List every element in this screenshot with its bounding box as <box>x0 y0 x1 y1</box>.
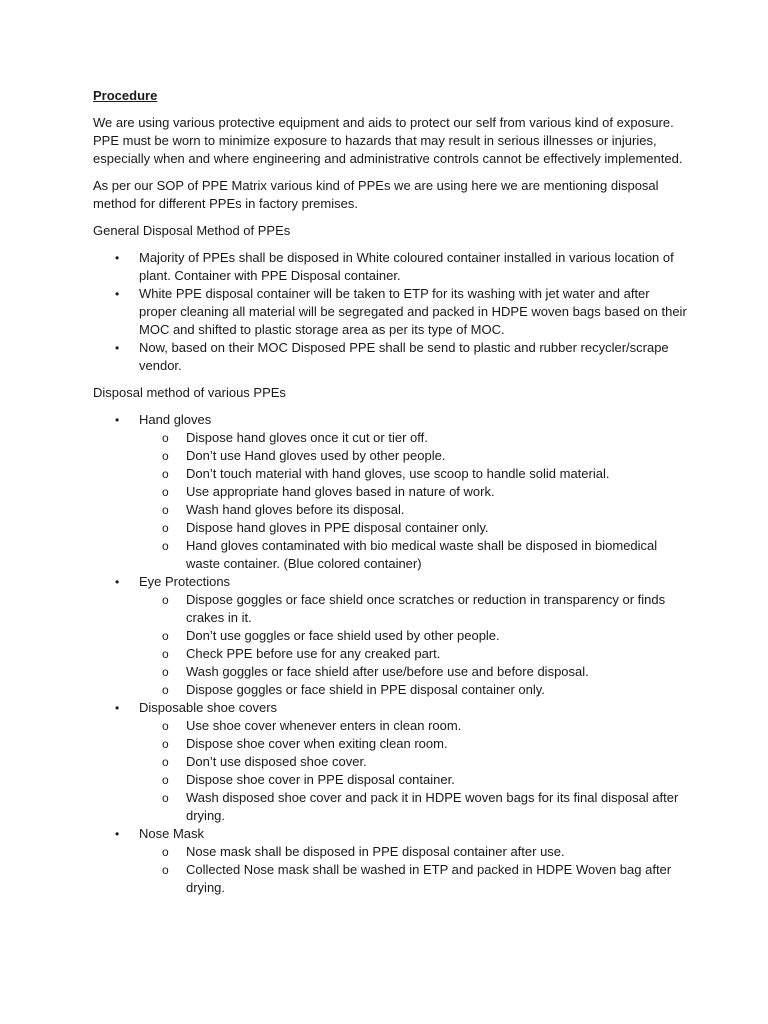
list-item <box>139 753 688 771</box>
list-item-text: Don’t use goggles or face shield used by other people. <box>186 628 500 643</box>
list-item <box>139 429 688 447</box>
list-item-text: Don’t use Hand gloves used by other people. <box>186 448 446 463</box>
sub-bullet-icon: o <box>162 755 169 769</box>
list-item-text: Hand gloves contaminated with bio medical waste shall be disposed in biomedical waste container. (Blue colored container) <box>186 538 658 571</box>
list-item-text: Dispose shoe cover in PPE disposal container. <box>186 772 455 787</box>
intro-paragraph: We are using various protective equipment and aids to protect our self from various kind of exposure. PPE must be worn to minimize exposure to hazards that may result in serious illnesses or injuries, especially when and where engineering and administrative controls cannot be effectively implemented. <box>93 115 683 166</box>
ppe-group-eye-protections <box>93 573 688 699</box>
list-item-text: Dispose hand gloves in PPE disposal container only. <box>186 520 489 535</box>
document-title: Procedure <box>93 88 158 103</box>
list-item-text: Now, based on their MOC Disposed PPE shall be send to plastic and rubber recycler/scrape vendor. <box>139 340 669 373</box>
sub-bullet-icon: o <box>162 773 169 787</box>
list-item-text: Wash goggles or face shield after use/before use and before disposal. <box>186 664 589 679</box>
sub-bullet-icon: o <box>162 467 169 481</box>
list-item <box>139 591 688 627</box>
sub-bullet-icon: o <box>162 503 169 517</box>
list-item-text: Don’t use disposed shoe cover. <box>186 754 367 769</box>
sub-bullet-icon: o <box>162 449 169 463</box>
list-item <box>139 537 688 573</box>
list-item-text: Collected Nose mask shall be washed in ETP and packed in HDPE Woven bag after drying. <box>186 862 672 895</box>
ppe-group-name: Hand gloves <box>139 412 212 427</box>
list-item <box>139 681 688 699</box>
list-item <box>93 339 688 375</box>
list-item <box>139 717 688 735</box>
list-item-text: Use appropriate hand gloves based in nature of work. <box>186 484 495 499</box>
ppe-group-name: Disposable shoe covers <box>139 700 278 715</box>
list-item-text: White PPE disposal container will be taken to ETP for its washing with jet water and after proper cleaning all material will be segregated and packed in HDPE woven bags based on their MOC and shifted to plastic storage area as per its type of MOC. <box>139 286 687 337</box>
ppe-group-items <box>139 843 688 897</box>
list-item <box>139 645 688 663</box>
bullet-icon: • <box>115 575 120 589</box>
list-item <box>139 447 688 465</box>
ppe-group-name: Eye Protections <box>139 574 231 589</box>
sub-bullet-icon: o <box>162 845 169 859</box>
list-item-text: Wash hand gloves before its disposal. <box>186 502 405 517</box>
ppe-group-hand-gloves <box>93 411 688 573</box>
list-item <box>139 519 688 537</box>
list-item-text: Dispose shoe cover when exiting clean room. <box>186 736 448 751</box>
list-item <box>139 465 688 483</box>
list-item-text: Majority of PPEs shall be disposed in White coloured container installed in various location of plant. Container with PPE Disposal container. <box>139 250 674 283</box>
list-item-text: Nose mask shall be disposed in PPE disposal container after use. <box>186 844 565 859</box>
list-item <box>139 843 688 861</box>
sub-bullet-icon: o <box>162 791 169 805</box>
ppe-group-name: Nose Mask <box>139 826 205 841</box>
ppe-group-items <box>139 717 688 825</box>
sub-bullet-icon: o <box>162 719 169 733</box>
general-disposal-list <box>93 249 688 375</box>
list-item <box>139 735 688 753</box>
sub-bullet-icon: o <box>162 737 169 751</box>
sub-bullet-icon: o <box>162 431 169 445</box>
list-item-text: Use shoe cover whenever enters in clean room. <box>186 718 462 733</box>
list-item <box>139 483 688 501</box>
sub-bullet-icon: o <box>162 683 169 697</box>
various-disposal-heading: Disposal method of various PPEs <box>93 385 286 400</box>
ppe-groups-list <box>93 411 688 897</box>
bullet-icon: • <box>115 701 120 715</box>
list-item-text: Dispose goggles or face shield once scratches or reduction in transparency or finds crakes in it. <box>186 592 666 625</box>
list-item <box>139 861 688 897</box>
general-disposal-heading: General Disposal Method of PPEs <box>93 223 291 238</box>
list-item-text: Don’t touch material with hand gloves, use scoop to handle solid material. <box>186 466 610 481</box>
ppe-group-shoe-covers <box>93 699 688 825</box>
ppe-group-items <box>139 429 688 573</box>
sub-bullet-icon: o <box>162 485 169 499</box>
bullet-icon: • <box>115 413 120 427</box>
list-item <box>139 627 688 645</box>
list-item <box>139 771 688 789</box>
sub-bullet-icon: o <box>162 665 169 679</box>
list-item <box>93 249 688 285</box>
list-item-text: Dispose goggles or face shield in PPE disposal container only. <box>186 682 545 697</box>
list-item <box>139 663 688 681</box>
sub-bullet-icon: o <box>162 629 169 643</box>
sub-bullet-icon: o <box>162 539 169 553</box>
sub-bullet-icon: o <box>162 647 169 661</box>
ppe-group-nose-mask <box>93 825 688 897</box>
list-item <box>139 789 688 825</box>
ppe-group-items <box>139 591 688 699</box>
sop-paragraph: As per our SOP of PPE Matrix various kind of PPEs we are using here we are mentioning disposal method for different PPEs in factory premises. <box>93 178 659 211</box>
list-item-text: Wash disposed shoe cover and pack it in HDPE woven bags for its final disposal after drying. <box>186 790 679 823</box>
bullet-icon: • <box>115 341 120 355</box>
bullet-icon: • <box>115 287 120 301</box>
sub-bullet-icon: o <box>162 863 169 877</box>
bullet-icon: • <box>115 251 120 265</box>
bullet-icon: • <box>115 827 120 841</box>
sub-bullet-icon: o <box>162 521 169 535</box>
list-item <box>93 285 688 339</box>
sub-bullet-icon: o <box>162 593 169 607</box>
list-item <box>139 501 688 519</box>
list-item-text: Check PPE before use for any creaked part. <box>186 646 441 661</box>
list-item-text: Dispose hand gloves once it cut or tier off. <box>186 430 428 445</box>
